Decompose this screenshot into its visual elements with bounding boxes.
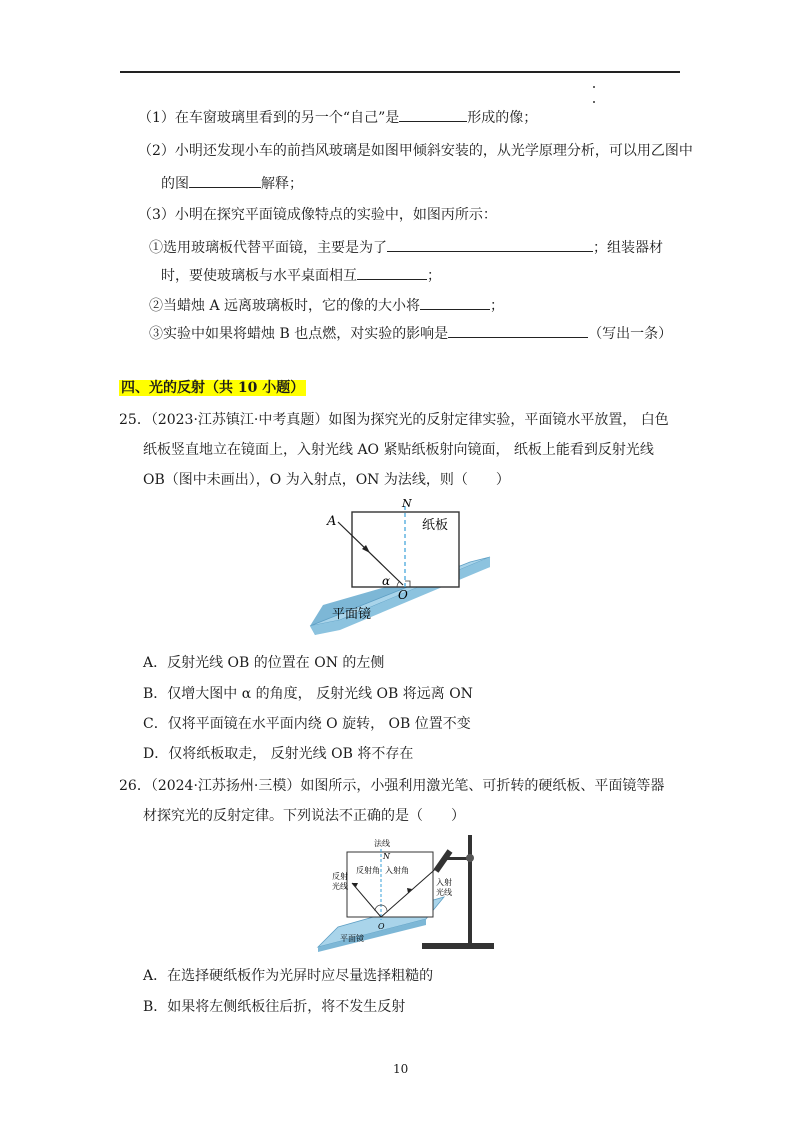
q26-stem-line2: 材探究光的反射定律。下列说法不正确的是（ ） — [143, 808, 465, 824]
q24-part2b: 的图 解释； — [161, 173, 303, 194]
q24-part3: （3）小明在探究平面镜成像特点的实验中，如图丙所示： — [138, 207, 497, 223]
board-label: 纸板 — [422, 518, 449, 533]
q25-stem-line1: 25．（2023·江苏镇江·中考真题）如图为探究光的反射定律实验，平面镜水平放置， 白色 — [119, 412, 669, 428]
reflected-ray-label: 反射 — [332, 872, 348, 881]
label-a: A — [327, 514, 337, 529]
mirror-label: 平面镜 — [332, 607, 372, 622]
q24-part3-1a: ①选用玻璃板代替平面镜，主要是为了 ；组装器材 — [149, 237, 663, 258]
answer-blank[interactable] — [387, 237, 593, 252]
answer-blank[interactable] — [189, 173, 261, 188]
q24-part3-3: ③实验中如果将蜡烛 B 也点燃，对实验的影响是 （写出一条） — [149, 323, 672, 344]
q25-stem-line2: 纸板竖直地立在镜面上，入射光线 AO 紧贴纸板射向镜面， 纸板上能看到反射光线 — [143, 442, 654, 458]
q26-option-b[interactable]: B．如果将左侧纸板往后折，将不发生反射 — [143, 999, 406, 1015]
stand-base — [422, 943, 494, 949]
q25-option-c[interactable]: C．仅将平面镜在水平面内绕 O 旋转， OB 位置不变 — [143, 716, 471, 732]
incident-ray-label: 光线 — [436, 888, 452, 897]
section-title: 四、光的反射（共 10 小题） — [121, 380, 305, 396]
answer-blank[interactable] — [448, 323, 588, 338]
clamp-knob — [466, 854, 474, 862]
decorative-dot — [593, 86, 595, 88]
answer-blank[interactable] — [399, 107, 467, 122]
q24-part3-2: ②当蜡烛 A 远离玻璃板时，它的像的大小将 ； — [149, 295, 504, 316]
incident-angle-label: 入射角 — [385, 866, 409, 875]
q24-part3-1b: 时，要使玻璃板与水平桌面相互 ； — [161, 265, 441, 286]
q25-stem-line3: OB（图中未画出），O 为入射点，ON 为法线，则（ ） — [143, 472, 510, 488]
q25-option-b[interactable]: B．仅增大图中 α 的角度， 反射光线 OB 将远离 ON — [143, 686, 473, 702]
paper-board — [347, 852, 433, 917]
laser-pen — [436, 851, 450, 871]
label-alpha: α — [382, 574, 391, 588]
label-o: O — [378, 922, 385, 931]
stand-pole — [468, 835, 472, 945]
reflect-angle-label: 反射角 — [356, 866, 380, 875]
label-n: N — [402, 497, 412, 510]
q26-stem-line1: 26．（2024·江苏扬州·三模）如图所示，小强利用激光笔、可折转的硬纸板、平面镜等器 — [119, 778, 665, 794]
mirror-label: 平面镜 — [340, 934, 364, 943]
section-heading — [119, 378, 306, 398]
q25-figure — [310, 497, 490, 635]
label-n: N — [383, 852, 390, 861]
q25-option-d[interactable]: D．仅将纸板取走， 反射光线 OB 将不存在 — [143, 746, 414, 762]
q24-part2a: （2）小明还发现小车的前挡风玻璃是如图甲倾斜安装的，从光学原理分析，可以用乙图中 — [138, 143, 693, 159]
answer-blank[interactable] — [420, 295, 490, 310]
decorative-dot — [593, 101, 595, 103]
answer-blank[interactable] — [357, 265, 427, 280]
normal-label: 法线 — [374, 839, 390, 848]
page-number: 10 — [393, 1062, 409, 1076]
q25-option-a[interactable]: A．反射光线 OB 的位置在 ON 的左侧 — [143, 655, 385, 671]
q26-figure — [318, 835, 498, 953]
incident-ray-label: 入射 — [436, 878, 452, 887]
q24-part1: （1）在车窗玻璃里看到的另一个“自己”是 形成的像； — [138, 107, 537, 128]
label-o: O — [398, 588, 408, 602]
reflected-ray-label: 光线 — [332, 882, 348, 891]
header-rule — [120, 71, 680, 73]
q26-option-a[interactable]: A．在选择硬纸板作为光屏时应尽量选择粗糙的 — [143, 968, 434, 984]
